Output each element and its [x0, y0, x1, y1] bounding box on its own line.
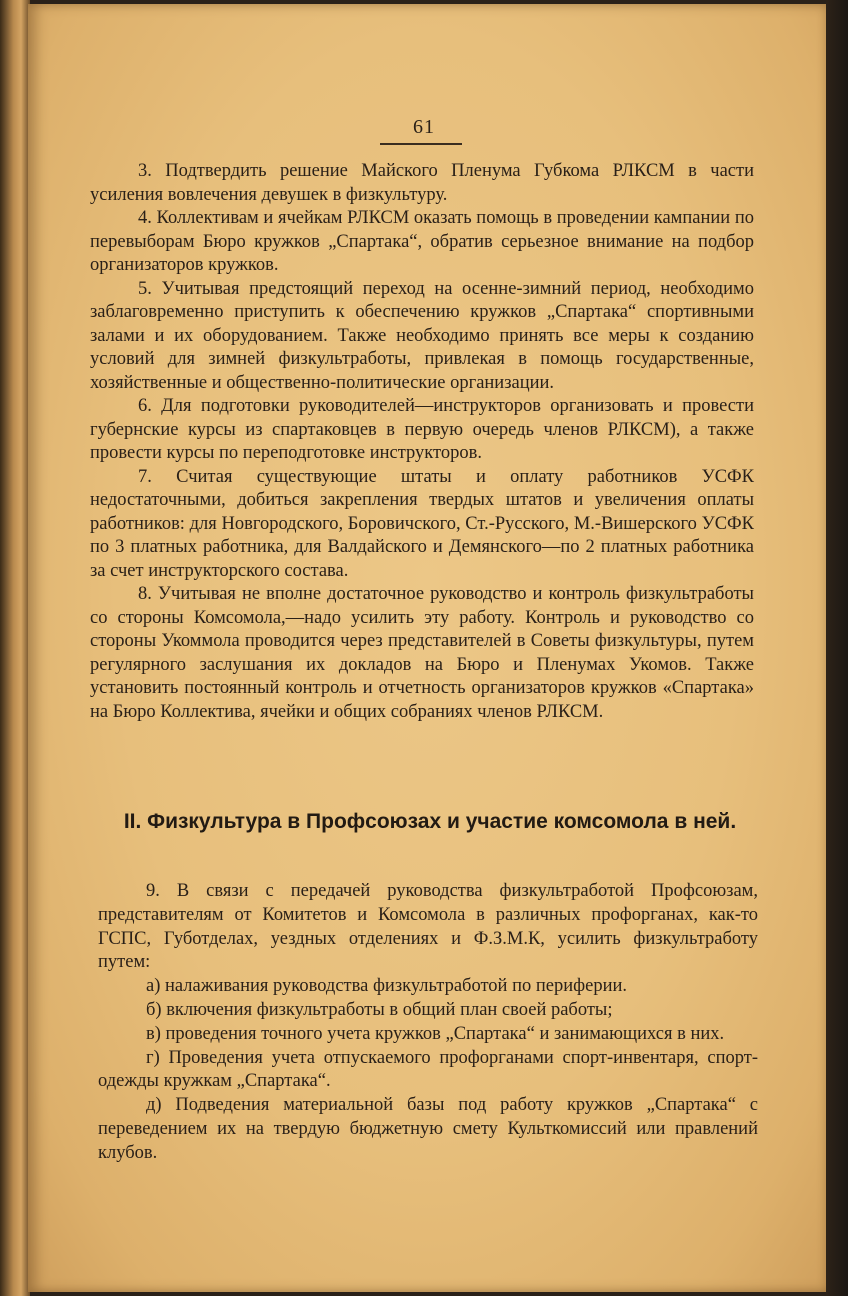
paragraph-9: 9. В связи с передачей руководства физкультработой Профсоюзам, представителям от Комитетов и Комсомола в различных профорганах, как-то ГСПС, Губотделах, уездных отделениях и Ф.З.М.К, усилить физкультработу путем:	[98, 881, 758, 973]
paragraph-8: 8. Учитывая не вполне достаточное руководство и контроль физкультработы со стороны Комсомола,—надо усилить эту работу. Контроль и руководство со стороны Укоммола проводится через представителей в Советы физкультуры, путем регулярного заслушания их докладов на Бюро и Пленумах Укомов. Также установить постоянный контроль и отчетность организаторов кружков «Спартака» на Бюро Коллектива, ячейки и общих собраниях членов РЛКСМ.	[90, 584, 754, 722]
page-number: 61	[413, 116, 435, 138]
list-item-d: д) Подведения материальной базы под работу кружков „Спартака“ с переведением их на твердую бюджетную смету Культкомиссий или правлений клубов.	[98, 1095, 758, 1163]
book-binding-edge	[0, 0, 30, 1296]
scan-right-margin	[826, 0, 848, 1296]
list-item-g: г) Проведения учета отпускаемого профорганами спорт-инвентаря, спорт-одежды кружкам „Спартака“.	[98, 1047, 758, 1092]
list-item-a: а) налаживания руководства физкультработой по периферии.	[146, 976, 627, 997]
paragraph-3: 3. Подтвердить решение Майского Пленума Губкома РЛКСМ в части усиления вовлечения девушек в физкультуру.	[90, 161, 754, 205]
paragraph-5: 5. Учитывая предстоящий переход на осенне-зимний период, необходимо заблаговременно приступить к обеспечению кружков „Спартака“ спортивными залами и их оборудованием. Также необходимо принять все меры к созданию условий для зимней физкультработы, привлекая в помощь государственные, хозяйственные и общественно-политические организации.	[90, 278, 754, 393]
page-number-underline	[380, 143, 462, 145]
main-text-block	[90, 160, 754, 724]
section-text-block	[98, 880, 758, 1166]
paragraph-6: 6. Для подготовки руководителей—инструкторов организовать и провести губернские курсы из спартаковцев в первую очередь членов РЛКСМ), а также провести курсы по переподготовке инструкторов.	[90, 396, 754, 463]
paragraph-7: 7. Считая существующие штаты и оплату работников УСФК недостаточными, добиться закрепления твердых штатов и увеличения оплаты работников: для Новгородского, Боровичского, Ст.-Русского, М.-Вишерского УСФК по 3 платных работника, для Валдайского и Демянского—по 2 платных работника за счет инструкторского состава.	[90, 466, 754, 581]
list-item-v: в) проведения точного учета кружков „Спартака“ и занимающихся в них.	[146, 1023, 725, 1044]
section-heading: II. Физкультура в Профсоюзах и участие комсомола в ней.	[123, 810, 737, 833]
paragraph-4: 4. Коллективам и ячейкам РЛКСМ оказать помощь в проведении кампании по перевыборам Бюро кружков „Спартака“, обратив серьезное внимание на подбор организаторов кружков.	[90, 208, 754, 275]
list-item-b: б) включения физкультработы в общий план своей работы;	[146, 999, 613, 1020]
